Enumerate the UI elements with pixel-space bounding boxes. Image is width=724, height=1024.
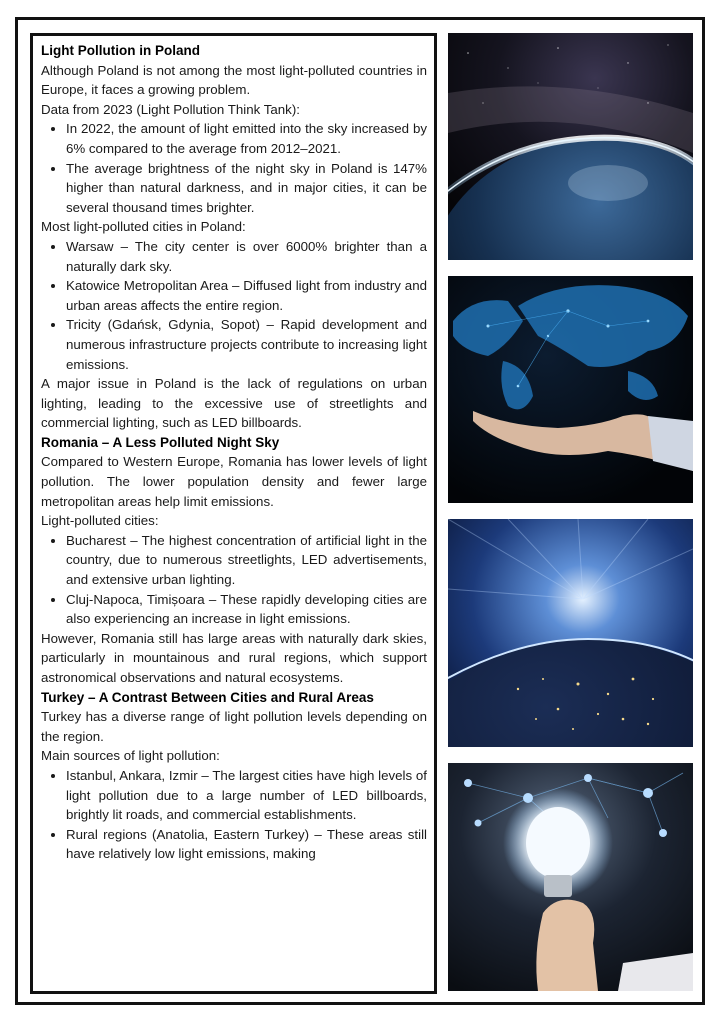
list-item: • Istanbul, Ankara, Izmir – The largest cities have high levels of light pollution due to a large number of LED billboards, brightly lit roads, and commercial establishments. <box>66 766 427 825</box>
romania-cities-list <box>41 531 427 629</box>
list-item: • Warsaw – The city center is over 6000% brighter than a naturally dark sky. <box>66 237 427 276</box>
poland-source: Data from 2023 (Light Pollution Think Tank): <box>41 101 300 117</box>
night-lights-north-america-photo <box>448 519 693 747</box>
romania-cities-heading: Light-polluted cities: <box>41 513 159 529</box>
article-text-box <box>30 33 437 994</box>
poland-cities-list <box>41 237 427 374</box>
turkey-intro: Turkey has a diverse range of light pollution levels depending on the region. <box>41 709 427 744</box>
turkey-sources-heading: Main sources of light pollution: <box>41 748 220 764</box>
romania-heading: Romania – A Less Polluted Night Sky <box>41 434 280 450</box>
turkey-heading: Turkey – A Contrast Between Cities and Rural Areas <box>41 689 374 705</box>
list-item: • Cluj-Napoca, Timișoara – These rapidly developing cities are also experiencing an increase in light emissions. <box>66 590 427 629</box>
glowing-world-map-in-hand-photo <box>448 276 693 503</box>
turkey-sources-list <box>41 766 427 864</box>
poland-conclusion: A major issue in Poland is the lack of regulations on urban lighting, leading to the excessive use of streetlights and commercial lighting, such as LED billboards. <box>41 376 427 431</box>
list-item: • Tricity (Gdańsk, Gdynia, Sopot) – Rapid development and numerous infrastructure projects contribute to increasing light emissions. <box>66 315 427 374</box>
romania-conclusion: However, Romania still has large areas with naturally dark skies, particularly in mountainous and rural regions, which support astronomical observations and natural ecosystems. <box>41 630 427 685</box>
list-item: • Katowice Metropolitan Area – Diffused light from industry and urban areas affects the entire region. <box>66 276 427 315</box>
poland-cities-heading: Most light-polluted cities in Poland: <box>41 219 246 235</box>
list-item: • In 2022, the amount of light emitted into the sky increased by 6% compared to the average from 2012–2021. <box>66 119 427 158</box>
poland-heading: Light Pollution in Poland <box>41 43 200 58</box>
romania-intro: Compared to Western Europe, Romania has lower levels of light pollution. The lower population density and fewer large metropolitan areas help limit emissions. <box>41 454 427 509</box>
glowing-light-bulb-in-hand-photo <box>448 763 693 991</box>
list-item: • Rural regions (Anatolia, Eastern Turkey) – These areas still have relatively low light emissions, making <box>66 825 427 864</box>
earth-from-space-photo <box>448 33 693 260</box>
list-item: • Bucharest – The highest concentration of artificial light in the country, due to numerous streetlights, LED advertisements, and extensive urban lighting. <box>66 531 427 590</box>
list-item: • The average brightness of the night sky in Poland is 147% higher than natural darkness, and in major cities, it can be several thousand times brighter. <box>66 159 427 218</box>
poland-intro: Although Poland is not among the most light-polluted countries in Europe, it faces a growing problem. <box>41 62 427 98</box>
poland-data-list <box>41 119 427 217</box>
